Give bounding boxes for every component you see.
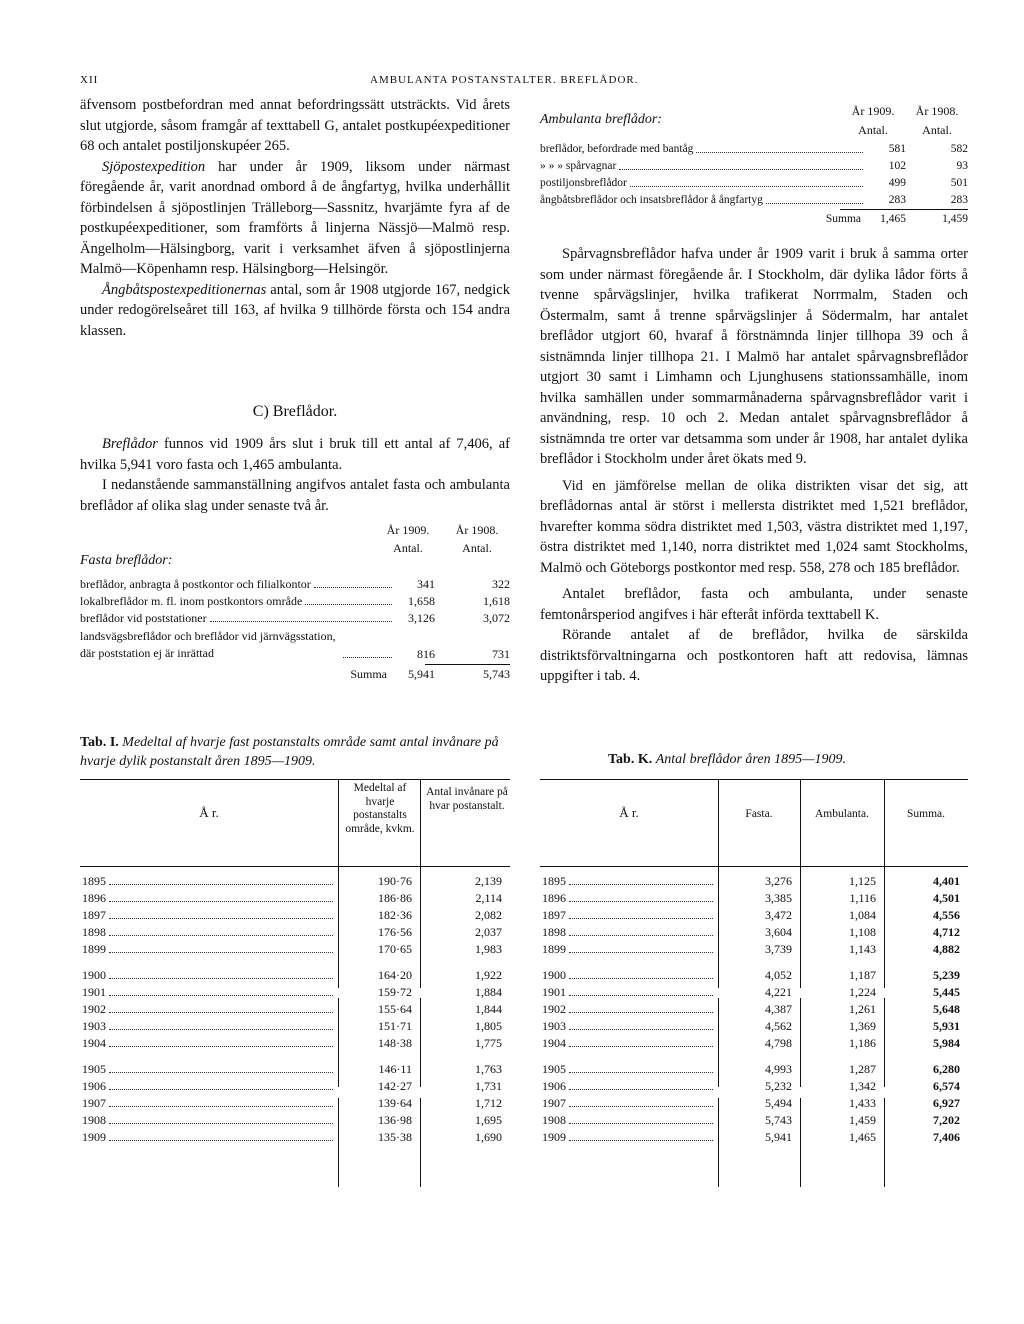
year-label: 1907	[82, 1096, 106, 1110]
row-label: breflådor, anbragta å postkontor och filialkontor	[80, 577, 311, 591]
population-value: 1,983	[475, 942, 502, 956]
area-value: 135·38	[378, 1130, 412, 1144]
fasta-value: 3,472	[765, 908, 792, 922]
ambulanta-value: 1,465	[849, 1130, 876, 1144]
population-value: 1,695	[475, 1113, 502, 1127]
fasta-value: 4,798	[765, 1036, 792, 1050]
table-row	[80, 907, 510, 924]
summa-value: 6,574	[933, 1079, 960, 1093]
table-row	[540, 191, 968, 208]
value-1909: 581	[888, 143, 906, 155]
tab-i-head-year: Å r.	[199, 805, 219, 820]
year-label: 1896	[82, 891, 106, 905]
table-row	[540, 1078, 968, 1095]
fasta-col2-sub: Antal.	[462, 541, 492, 555]
summa-value: 4,882	[933, 942, 960, 956]
table-row	[80, 626, 510, 662]
term-breflador: Breflådor	[102, 436, 158, 452]
area-value: 139·64	[378, 1096, 412, 1110]
ambulanta-value: 1,261	[849, 1002, 876, 1016]
paragraph-4-text: funnos vid 1909 års slut i bruk till ett antal af 7,406, af hvilka 5,941 voro fasta och 1,465 ambulanta.	[80, 436, 510, 473]
population-value: 1,690	[475, 1130, 502, 1144]
paragraph-3	[80, 280, 510, 342]
ambulanta-value: 1,187	[849, 968, 876, 982]
value-1908: 322	[492, 577, 510, 591]
tab-i-title	[80, 733, 510, 771]
summa-value: 5,931	[933, 1019, 960, 1033]
summa-value: 5,445	[933, 985, 960, 999]
table-row	[80, 873, 510, 890]
ambulanta-value: 1,224	[849, 985, 876, 999]
year-label: 1897	[82, 908, 106, 922]
year-label: 1897	[542, 908, 566, 922]
left-column	[80, 95, 510, 341]
year-label: 1900	[82, 968, 106, 982]
year-label: 1895	[542, 874, 566, 888]
value-1909: 283	[888, 194, 906, 206]
table-row	[80, 609, 510, 626]
population-value: 2,139	[475, 874, 502, 888]
fasta-value: 5,232	[765, 1079, 792, 1093]
sum-row	[540, 210, 968, 227]
table-row	[540, 1018, 968, 1035]
table-row	[540, 941, 968, 958]
sum-label: Summa	[825, 213, 861, 225]
summa-value: 5,984	[933, 1036, 960, 1050]
fasta-value: 3,276	[765, 874, 792, 888]
amb-col1-head: År 1909.	[851, 104, 895, 118]
value-1908: 3,072	[483, 611, 510, 625]
paragraph-r4: Rörande antalet af de breflådor, hvilka de särskilda distriktsförvaltningarna och postkontoren haft att redovisa, lämnas uppgifter i tab. 4.	[540, 627, 968, 684]
ambulanta-value: 1,108	[849, 925, 876, 939]
summa-value: 4,501	[933, 891, 960, 905]
table-row	[80, 1035, 510, 1052]
row-label: breflådor vid poststationer	[80, 611, 207, 625]
population-value: 1,922	[475, 968, 502, 982]
paragraph-2-text: har under år 1909, liksom under närmast föregående år, varit anordnad ombord å de ångfartyg, hvilka underhållit förbindelsen å sjöpostlinjen Trälleborg—Sassnitz, hvarjämte fyra af de postkupéexpeditioner, som framförts å linjerna Nässjö—Malmö resp. Ängelholm—Hälsingborg, varit i verksamhet äfven å sjöpostlinjerna Malmö—Köpenhamn resp. Hälsingborg—Helsingör.	[80, 158, 510, 277]
amb-col1-sub: Antal.	[858, 123, 888, 137]
table-row	[540, 984, 968, 1001]
value-1909: 1,658	[408, 594, 435, 608]
population-value: 1,775	[475, 1036, 502, 1050]
population-value: 2,082	[475, 908, 502, 922]
table-row	[540, 1112, 968, 1129]
population-value: 2,114	[475, 891, 502, 905]
paragraph-1: äfvensom postbefordran med annat befordringssätt utsträckts. Vid årets slut utgjorde, såsom framgår af texttabell G, antalet postkupéexpeditioner 68 och antalet postiljonskupéer 265.	[80, 97, 510, 154]
right-column	[540, 244, 968, 687]
running-title: AMBULANTA POSTANSTALTER. BREFLÅDOR.	[370, 74, 639, 86]
value-1908: 731	[492, 647, 510, 661]
tab-k-body	[540, 873, 968, 1146]
fasta-value: 4,993	[765, 1062, 792, 1076]
fasta-col1-sub: Antal.	[393, 541, 423, 555]
paragraph-r1: Spårvagnsbreflådor hafva under år 1909 varit i bruk å samma orter som under närmast föregående år. I Stockholm, där dylika lådor förts å tvenne spårvägslinjer, hvilka trafikerat Norrmalm, Staden och Östermalm, samt å trenne spårvägslinjer å Södermalm, har antalet breflådor utgjort 60, hvaraf å förstnämnda linjer tillhopa 39 och å sistnämnda linjer tillhopa 21. I Malmö har antalet spårvagnsbreflådor utgjort 30 samt i Limhamn och Ljunghusens stationssamhälle, inom hvilka samhällen under sommarmånaderna spårvagnsbreflådor varit i användning, resp. 10 och 2. Medan antalet spårvagnsbreflådor å sistnämnda tre orter var detsamma som under år 1908, har antalet dylika breflådor i Stockholm under året ökats med 9.	[540, 246, 968, 467]
year-label: 1903	[82, 1019, 106, 1033]
row-label: postiljonsbreflådor	[540, 177, 627, 189]
year-label: 1895	[82, 874, 106, 888]
table-row	[80, 924, 510, 941]
table-row	[80, 1129, 510, 1146]
value-1909: 499	[888, 177, 906, 189]
year-label: 1907	[542, 1096, 566, 1110]
fasta-value: 5,941	[765, 1130, 792, 1144]
summa-value: 4,401	[933, 874, 960, 888]
year-label: 1903	[542, 1019, 566, 1033]
area-value: 136·98	[378, 1113, 412, 1127]
year-label: 1904	[542, 1036, 566, 1050]
year-label: 1900	[542, 968, 566, 982]
table-row	[80, 1095, 510, 1112]
table-row	[540, 157, 968, 174]
value-1909: 341	[417, 577, 435, 591]
ambulanta-value: 1,143	[849, 942, 876, 956]
summa-value: 6,927	[933, 1096, 960, 1110]
year-label: 1906	[542, 1079, 566, 1093]
tab-i-label: Tab. I.	[80, 735, 119, 750]
fasta-value: 3,739	[765, 942, 792, 956]
table-row	[540, 1061, 968, 1078]
table-row	[80, 592, 510, 609]
fasta-col1-head: År 1909.	[386, 523, 430, 537]
area-value: 170·65	[378, 942, 412, 956]
ambulanta-label: Ambulanta breflådor:	[540, 112, 662, 127]
row-label: ångbåtsbreflådor och insatsbreflådor å ångfartyg	[540, 194, 763, 206]
population-value: 1,805	[475, 1019, 502, 1033]
year-label: 1908	[542, 1113, 566, 1127]
sum-1908: 1,459	[942, 213, 968, 225]
value-1908: 283	[950, 194, 968, 206]
fasta-value: 4,387	[765, 1002, 792, 1016]
table-row	[540, 174, 968, 191]
summa-value: 7,202	[933, 1113, 960, 1127]
table-row	[540, 140, 968, 157]
fasta-value: 4,052	[765, 968, 792, 982]
year-label: 1902	[542, 1002, 566, 1016]
year-label: 1899	[82, 942, 106, 956]
table-row	[80, 941, 510, 958]
row-label: breflådor, befordrade med bantåg	[540, 143, 694, 155]
left-column-2	[80, 434, 510, 516]
table-row	[80, 984, 510, 1001]
fasta-value: 3,385	[765, 891, 792, 905]
area-value: 155·64	[378, 1002, 412, 1016]
ambulanta-value: 1,116	[849, 891, 876, 905]
year-label: 1902	[82, 1002, 106, 1016]
tab-i-head-pop: Antal invånare på hvar postanstalt.	[426, 786, 508, 812]
year-label: 1904	[82, 1036, 106, 1050]
table-row	[80, 890, 510, 907]
year-label: 1908	[82, 1113, 106, 1127]
table-row	[80, 1018, 510, 1035]
area-value: 182·36	[378, 908, 412, 922]
value-1908: 1,618	[483, 594, 510, 608]
paragraph-r2: Vid en jämförelse mellan de olika distrikten visar det sig, att breflådornas antal är störst i mellersta distriktet med 1,521 breflådor, hvarefter komma södra distriktet med 1,503, västra distriktet med 1,197, östra distriktet med 1,140, norra distriktet med 1,024 samt Stockholms, Malmö och Göteborgs postkontor med resp. 558, 278 och 185 breflådor.	[540, 477, 968, 576]
ambulanta-value: 1,287	[849, 1062, 876, 1076]
tab-i-body	[80, 873, 510, 1146]
table-row	[80, 1078, 510, 1095]
ambulanta-value: 1,186	[849, 1036, 876, 1050]
area-value: 159·72	[378, 985, 412, 999]
paragraph-r3: Antalet breflådor, fasta och ambulanta, under senaste femtonårsperiod angifves i här efteråt införda texttabell K.	[540, 586, 968, 623]
ambulanta-value: 1,433	[849, 1096, 876, 1110]
area-value: 176·56	[378, 925, 412, 939]
term-sjopost: Sjöpostexpedition	[102, 158, 206, 175]
value-1909: 3,126	[408, 611, 435, 625]
population-value: 1,884	[475, 985, 502, 999]
value-1908: 93	[956, 160, 968, 172]
fasta-label: Fasta breflådor:	[80, 553, 173, 568]
year-label: 1899	[542, 942, 566, 956]
tab-k-caption: Antal breflådor åren 1895—1909.	[655, 752, 847, 767]
tab-k-head-amb: Ambulanta.	[815, 808, 869, 820]
fasta-value: 3,604	[765, 925, 792, 939]
table-row	[540, 1129, 968, 1146]
ambulanta-value: 1,084	[849, 908, 876, 922]
area-value: 186·86	[378, 891, 412, 905]
area-value: 146·11	[378, 1062, 412, 1076]
fasta-value: 4,562	[765, 1019, 792, 1033]
paragraph-5: I nedanstående sammanställning angifvos antalet fasta och ambulanta breflådor af olika slag under senaste två år.	[80, 477, 510, 514]
population-value: 1,731	[475, 1079, 502, 1093]
page-number: XII	[80, 74, 99, 86]
fasta-table	[80, 575, 510, 682]
tab-k-head-sum: Summa.	[906, 808, 945, 820]
value-1909: 816	[417, 647, 435, 661]
tab-k-head-year: Å r.	[619, 805, 639, 820]
fasta-value: 5,743	[765, 1113, 792, 1127]
area-value: 151·71	[378, 1019, 412, 1033]
population-value: 1,844	[475, 1002, 502, 1016]
sum-row	[80, 665, 510, 682]
year-label: 1906	[82, 1079, 106, 1093]
ambulanta-value: 1,459	[849, 1113, 876, 1127]
table-row	[80, 1112, 510, 1129]
value-1909: 102	[888, 160, 906, 172]
sum-1909: 1,465	[880, 213, 906, 225]
summa-value: 4,712	[933, 925, 960, 939]
ambulanta-table	[540, 140, 968, 227]
year-label: 1909	[542, 1130, 566, 1144]
summa-value: 6,280	[933, 1062, 960, 1076]
year-label: 1898	[542, 925, 566, 939]
area-value: 164·20	[378, 968, 412, 982]
row-label: lokalbreflådor m. fl. inom postkontors område	[80, 594, 303, 608]
tab-k-label: Tab. K.	[608, 752, 653, 767]
ambulanta-value: 1,342	[849, 1079, 876, 1093]
table-row	[540, 924, 968, 941]
summa-value: 4,556	[933, 908, 960, 922]
fasta-col2-head: År 1908.	[455, 523, 499, 537]
table-row	[540, 1095, 968, 1112]
table-row	[540, 967, 968, 984]
ambulanta-value: 1,369	[849, 1019, 876, 1033]
table-row	[80, 575, 510, 592]
section-heading: C) Breflådor.	[252, 403, 338, 420]
tab-k-head-fasta: Fasta.	[745, 808, 773, 820]
population-value: 1,712	[475, 1096, 502, 1110]
area-value: 148·38	[378, 1036, 412, 1050]
table-row	[80, 967, 510, 984]
table-row	[540, 873, 968, 890]
row-label: » » » spårvagnar	[540, 160, 617, 172]
row-label: landsvägsbreflådor och breflådor vid järnvägsstation, där poststation ej är inrättad	[80, 629, 336, 660]
paragraph-4	[80, 434, 510, 475]
amb-col2-head: År 1908.	[915, 104, 959, 118]
table-row	[540, 1001, 968, 1018]
population-value: 1,763	[475, 1062, 502, 1076]
year-label: 1901	[82, 985, 106, 999]
table-row	[80, 1001, 510, 1018]
amb-col2-sub: Antal.	[922, 123, 952, 137]
year-label: 1905	[542, 1062, 566, 1076]
paragraph-2	[80, 157, 510, 280]
tab-k-title	[608, 750, 968, 769]
summa-value: 5,239	[933, 968, 960, 982]
tab-i-head-area: Medeltal af hvarje postanstalts område, kvkm.	[345, 782, 415, 835]
term-angbat: Ångbåtspostexpeditionernas	[102, 281, 267, 298]
year-label: 1905	[82, 1062, 106, 1076]
year-label: 1909	[82, 1130, 106, 1144]
population-value: 2,037	[475, 925, 502, 939]
ambulanta-value: 1,125	[849, 874, 876, 888]
sum-1908: 5,743	[483, 667, 510, 681]
year-label: 1896	[542, 891, 566, 905]
year-label: 1901	[542, 985, 566, 999]
area-value: 142·27	[378, 1079, 412, 1093]
year-label: 1898	[82, 925, 106, 939]
fasta-value: 4,221	[765, 985, 792, 999]
table-row	[80, 1061, 510, 1078]
area-value: 190·76	[378, 874, 412, 888]
tab-i-caption: Medeltal af hvarje fast postanstalts område samt antal invånare på hvarje dylik postanstalt åren 1895—1909.	[80, 735, 499, 769]
summa-value: 7,406	[933, 1130, 960, 1144]
value-1908: 501	[950, 177, 968, 189]
sum-label: Summa	[350, 667, 387, 681]
value-1908: 582	[950, 143, 968, 155]
fasta-value: 5,494	[765, 1096, 792, 1110]
sum-1909: 5,941	[408, 667, 435, 681]
table-row	[540, 1035, 968, 1052]
summa-value: 5,648	[933, 1002, 960, 1016]
table-row	[540, 890, 968, 907]
paragraph-3-text: antal, som år 1908 utgjorde 167, nedgick under redogörelseåret till 163, af hvilka 9 tillhörde första och 154 andra klassen.	[80, 281, 510, 339]
table-row	[540, 907, 968, 924]
